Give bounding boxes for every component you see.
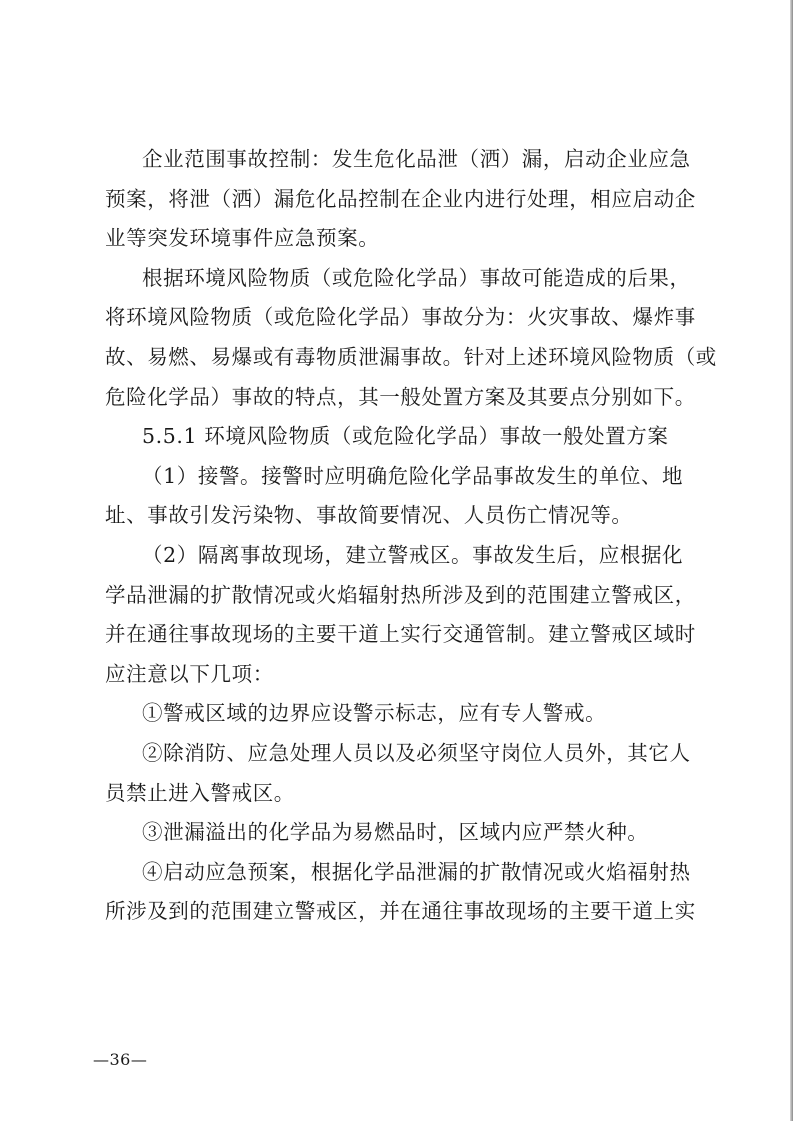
page-number: —36— bbox=[93, 1050, 148, 1069]
text-line: （2）隔离事故现场，建立警戒区。事故发生后，应根据化 bbox=[142, 542, 684, 567]
text-line: 应注意以下几项： bbox=[105, 661, 274, 686]
text-line: 址、事故引发污染物、事故简要情况、人员伤亡情况等。 bbox=[105, 503, 633, 528]
list-item-4 bbox=[105, 853, 696, 932]
text-line: ④启动应急预案，根据化学品泄漏的扩散情况或火焰福射热 bbox=[142, 859, 691, 884]
text-line: 并在通往事故现场的主要干道上实行交通管制。建立警戒区域时 bbox=[105, 622, 696, 647]
paragraph-step-1-alarm bbox=[105, 457, 690, 536]
text-line: 学品泄漏的扩散情况或火焰辐射热所涉及到的范围建立警戒区， bbox=[105, 582, 696, 607]
document-body bbox=[105, 140, 717, 932]
list-item-3 bbox=[105, 813, 690, 853]
text-line: 将环境风险物质（或危险化学品）事故分为：火灾事故、爆炸事 bbox=[105, 305, 696, 330]
text-line: 业等突发环境事件应急预案。 bbox=[105, 226, 380, 251]
text-line: （1）接警。接警时应明确危险化学品事故发生的单位、地 bbox=[142, 463, 684, 488]
section-heading: 5.5.1 环境风险物质（或危险化学品）事故一般处置方案 bbox=[142, 424, 669, 449]
section-heading-5-5-1 bbox=[105, 417, 690, 457]
text-line: 员禁止进入警戒区。 bbox=[105, 780, 295, 805]
text-line: 危险化学品）事故的特点，其一般处置方案及其要点分别如下。 bbox=[105, 384, 696, 409]
text-line: ②除消防、应急处理人员以及必须坚守岗位人员外，其它人 bbox=[142, 740, 691, 765]
paragraph-accident-control bbox=[105, 140, 696, 259]
paragraph-accident-types bbox=[105, 259, 717, 417]
text-line: 预案，将泄（洒）漏危化品控制在企业内进行处理，相应启动企 bbox=[105, 186, 696, 211]
text-line: 企业范围事故控制：发生危化品泄（洒）漏，启动企业应急 bbox=[142, 147, 691, 171]
text-line: ③泄漏溢出的化学品为易燃品时，区域内应严禁火种。 bbox=[142, 820, 649, 845]
text-line: 根据环境风险物质（或危险化学品）事故可能造成的后果， bbox=[142, 265, 691, 290]
text-line: 所涉及到的范围建立警戒区，并在通往事故现场的主要干道上实 bbox=[105, 899, 696, 924]
text-line: 故、易燃、易爆或有毒物质泄漏事故。针对上述环境风险物质（或 bbox=[105, 344, 717, 369]
list-item-2 bbox=[105, 734, 690, 813]
paragraph-step-2-isolation bbox=[105, 536, 696, 694]
list-item-1 bbox=[105, 694, 690, 734]
text-line: ①警戒区域的边界应设警示标志，应有专人警戒。 bbox=[142, 701, 607, 726]
